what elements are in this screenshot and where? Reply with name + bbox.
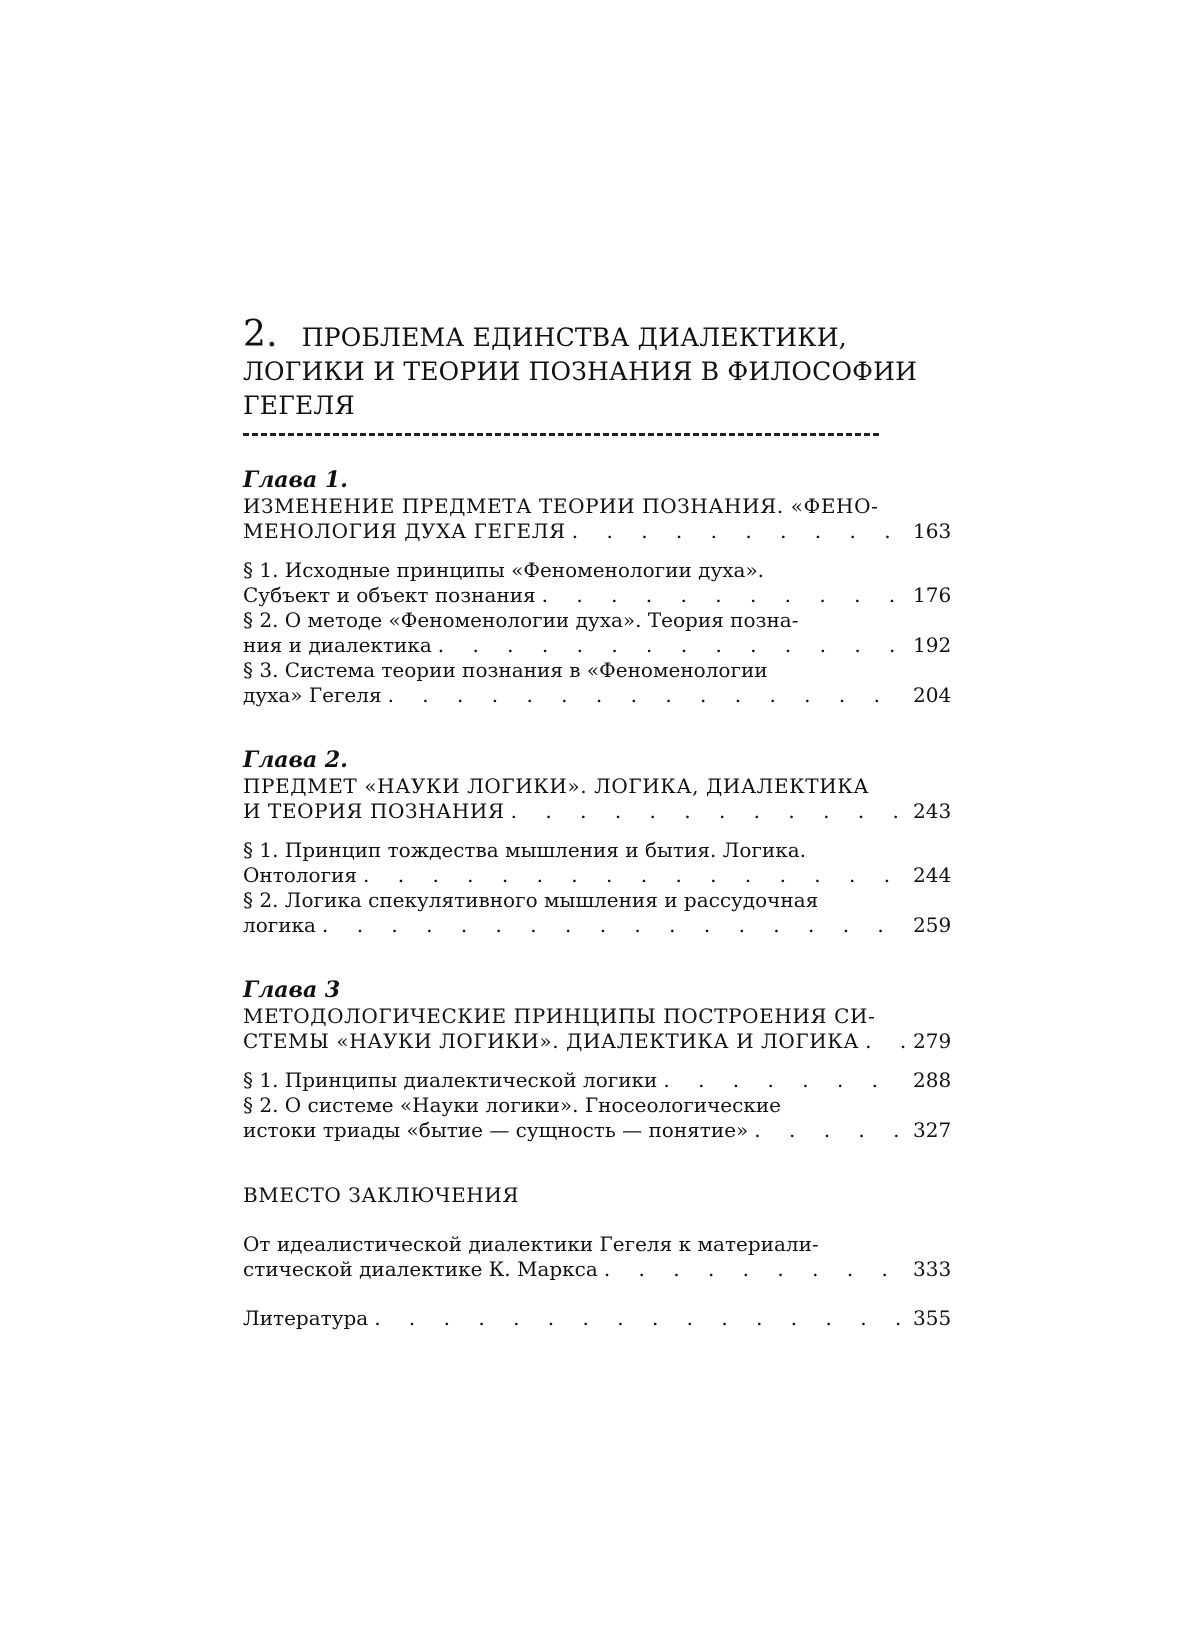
chapter-title-text: СТЕМЫ «НАУКИ ЛОГИКИ». ДИАЛЕКТИКА И ЛОГИКА: [243, 1029, 860, 1053]
section-text: ния и диалектика: [243, 633, 432, 657]
page-number: 279: [913, 1029, 952, 1053]
dot-leader: [388, 683, 907, 708]
conclusion-line-2: [243, 1257, 963, 1282]
literature-entry: [243, 1306, 963, 1331]
part-divider: [243, 433, 879, 436]
section-entry: [243, 838, 963, 888]
chapter-title-text: МЕНОЛОГИЯ ДУХА ГЕГЕЛЯ: [243, 519, 566, 543]
chapter-title-line-1: ИЗМЕНЕНИЕ ПРЕДМЕТА ТЕОРИИ ПОЗНАНИЯ. «ФЕНО-: [243, 494, 879, 518]
section-line-1: § 2. О методе «Феноменологии духа». Теория позна-: [243, 608, 799, 632]
page-number: 355: [913, 1306, 952, 1330]
page-number: 192: [913, 633, 952, 657]
part-title-text-1: ПРОБЛЕМА ЕДИНСТВА ДИАЛЕКТИКИ,: [301, 323, 847, 352]
part-title-line-1: [243, 314, 883, 355]
page-number: 244: [913, 863, 952, 887]
part-header: [243, 314, 918, 436]
section-text: духа» Гегеля: [243, 683, 382, 707]
section-line-2: [243, 913, 963, 938]
section-line-1: § 2. Логика спекулятивного мышления и рассудочная: [243, 888, 819, 912]
dot-leader: [322, 913, 907, 938]
section-text: Субъект и объект познания: [243, 583, 536, 607]
section-line-1: § 1. Исходные принципы «Феноменологии духа».: [243, 558, 765, 582]
dot-leader: [572, 519, 907, 544]
section-entry: [243, 1068, 963, 1093]
chapter-title-line-2: [243, 799, 963, 824]
chapter-3: [243, 976, 963, 1143]
part-title-line-3: ГЕГЕЛЯ: [243, 391, 355, 420]
page-number: 333: [913, 1257, 952, 1281]
chapter-label: Глава 2.: [243, 747, 348, 773]
table-of-contents: [243, 466, 963, 1331]
section-line-2: [243, 633, 963, 658]
conclusion: [243, 1183, 963, 1282]
page-number: 176: [913, 583, 952, 607]
page-number: 204: [913, 683, 952, 707]
section-line-1: § 3. Система теории познания в «Феноменологии: [243, 658, 768, 682]
section-line-2: [243, 683, 963, 708]
section-text: § 1. Принципы диалектической логики: [243, 1068, 658, 1092]
chapter-2: [243, 746, 963, 938]
dot-leader: [511, 799, 907, 824]
page-number: 327: [913, 1118, 952, 1142]
section-line-1: § 2. О системе «Науки логики». Гносеологические: [243, 1093, 781, 1117]
section-line-2: [243, 1118, 963, 1143]
part-number: 2.: [243, 314, 278, 355]
conclusion-line-1: От идеалистической диалектики Гегеля к материали-: [243, 1232, 819, 1256]
dot-leader: [374, 1306, 907, 1331]
dot-leader: [438, 633, 907, 658]
section-entry: [243, 558, 963, 608]
section-line-1: [243, 1068, 963, 1093]
page-number: 243: [913, 799, 952, 823]
section-entry: [243, 658, 963, 708]
conclusion-heading: ВМЕСТО ЗАКЛЮЧЕНИЯ: [243, 1183, 520, 1207]
dot-leader: [865, 1029, 907, 1054]
section-line-2: [243, 583, 963, 608]
section-entry: [243, 608, 963, 658]
conclusion-text: стической диалектике К. Маркса: [243, 1257, 598, 1281]
chapter-label: Глава 1.: [243, 467, 348, 493]
chapter-title-text: И ТЕОРИЯ ПОЗНАНИЯ: [243, 799, 505, 823]
part-title-line-2: ЛОГИКИ И ТЕОРИИ ПОЗНАНИЯ В ФИЛОСОФИИ: [243, 357, 918, 386]
dot-leader: [363, 863, 907, 888]
dot-leader: [542, 583, 907, 608]
chapter-1: [243, 466, 963, 708]
section-line-2: [243, 863, 963, 888]
chapter-title-line-2: [243, 1029, 963, 1054]
chapter-label: Глава 3: [243, 977, 341, 1003]
literature-label: Литература: [243, 1306, 369, 1330]
dot-leader: [754, 1118, 907, 1143]
chapter-title-line-1: ПРЕДМЕТ «НАУКИ ЛОГИКИ». ЛОГИКА, ДИАЛЕКТИКА: [243, 774, 870, 798]
chapter-title-line-2: [243, 519, 963, 544]
page-number: 259: [913, 913, 952, 937]
dot-leader: [604, 1257, 907, 1282]
section-text: логика: [243, 913, 316, 937]
section-line-1: § 1. Принцип тождества мышления и бытия. Логика.: [243, 838, 806, 862]
page-number: 288: [913, 1068, 952, 1092]
section-text: Онтология: [243, 863, 358, 887]
dot-leader: [663, 1068, 907, 1093]
page-number: 163: [913, 519, 952, 543]
section-entry: [243, 888, 963, 938]
chapter-title-line-1: МЕТОДОЛОГИЧЕСКИЕ ПРИНЦИПЫ ПОСТРОЕНИЯ СИ-: [243, 1004, 876, 1028]
section-entry: [243, 1093, 963, 1143]
section-text: истоки триады «бытие — сущность — понятие»: [243, 1118, 749, 1142]
